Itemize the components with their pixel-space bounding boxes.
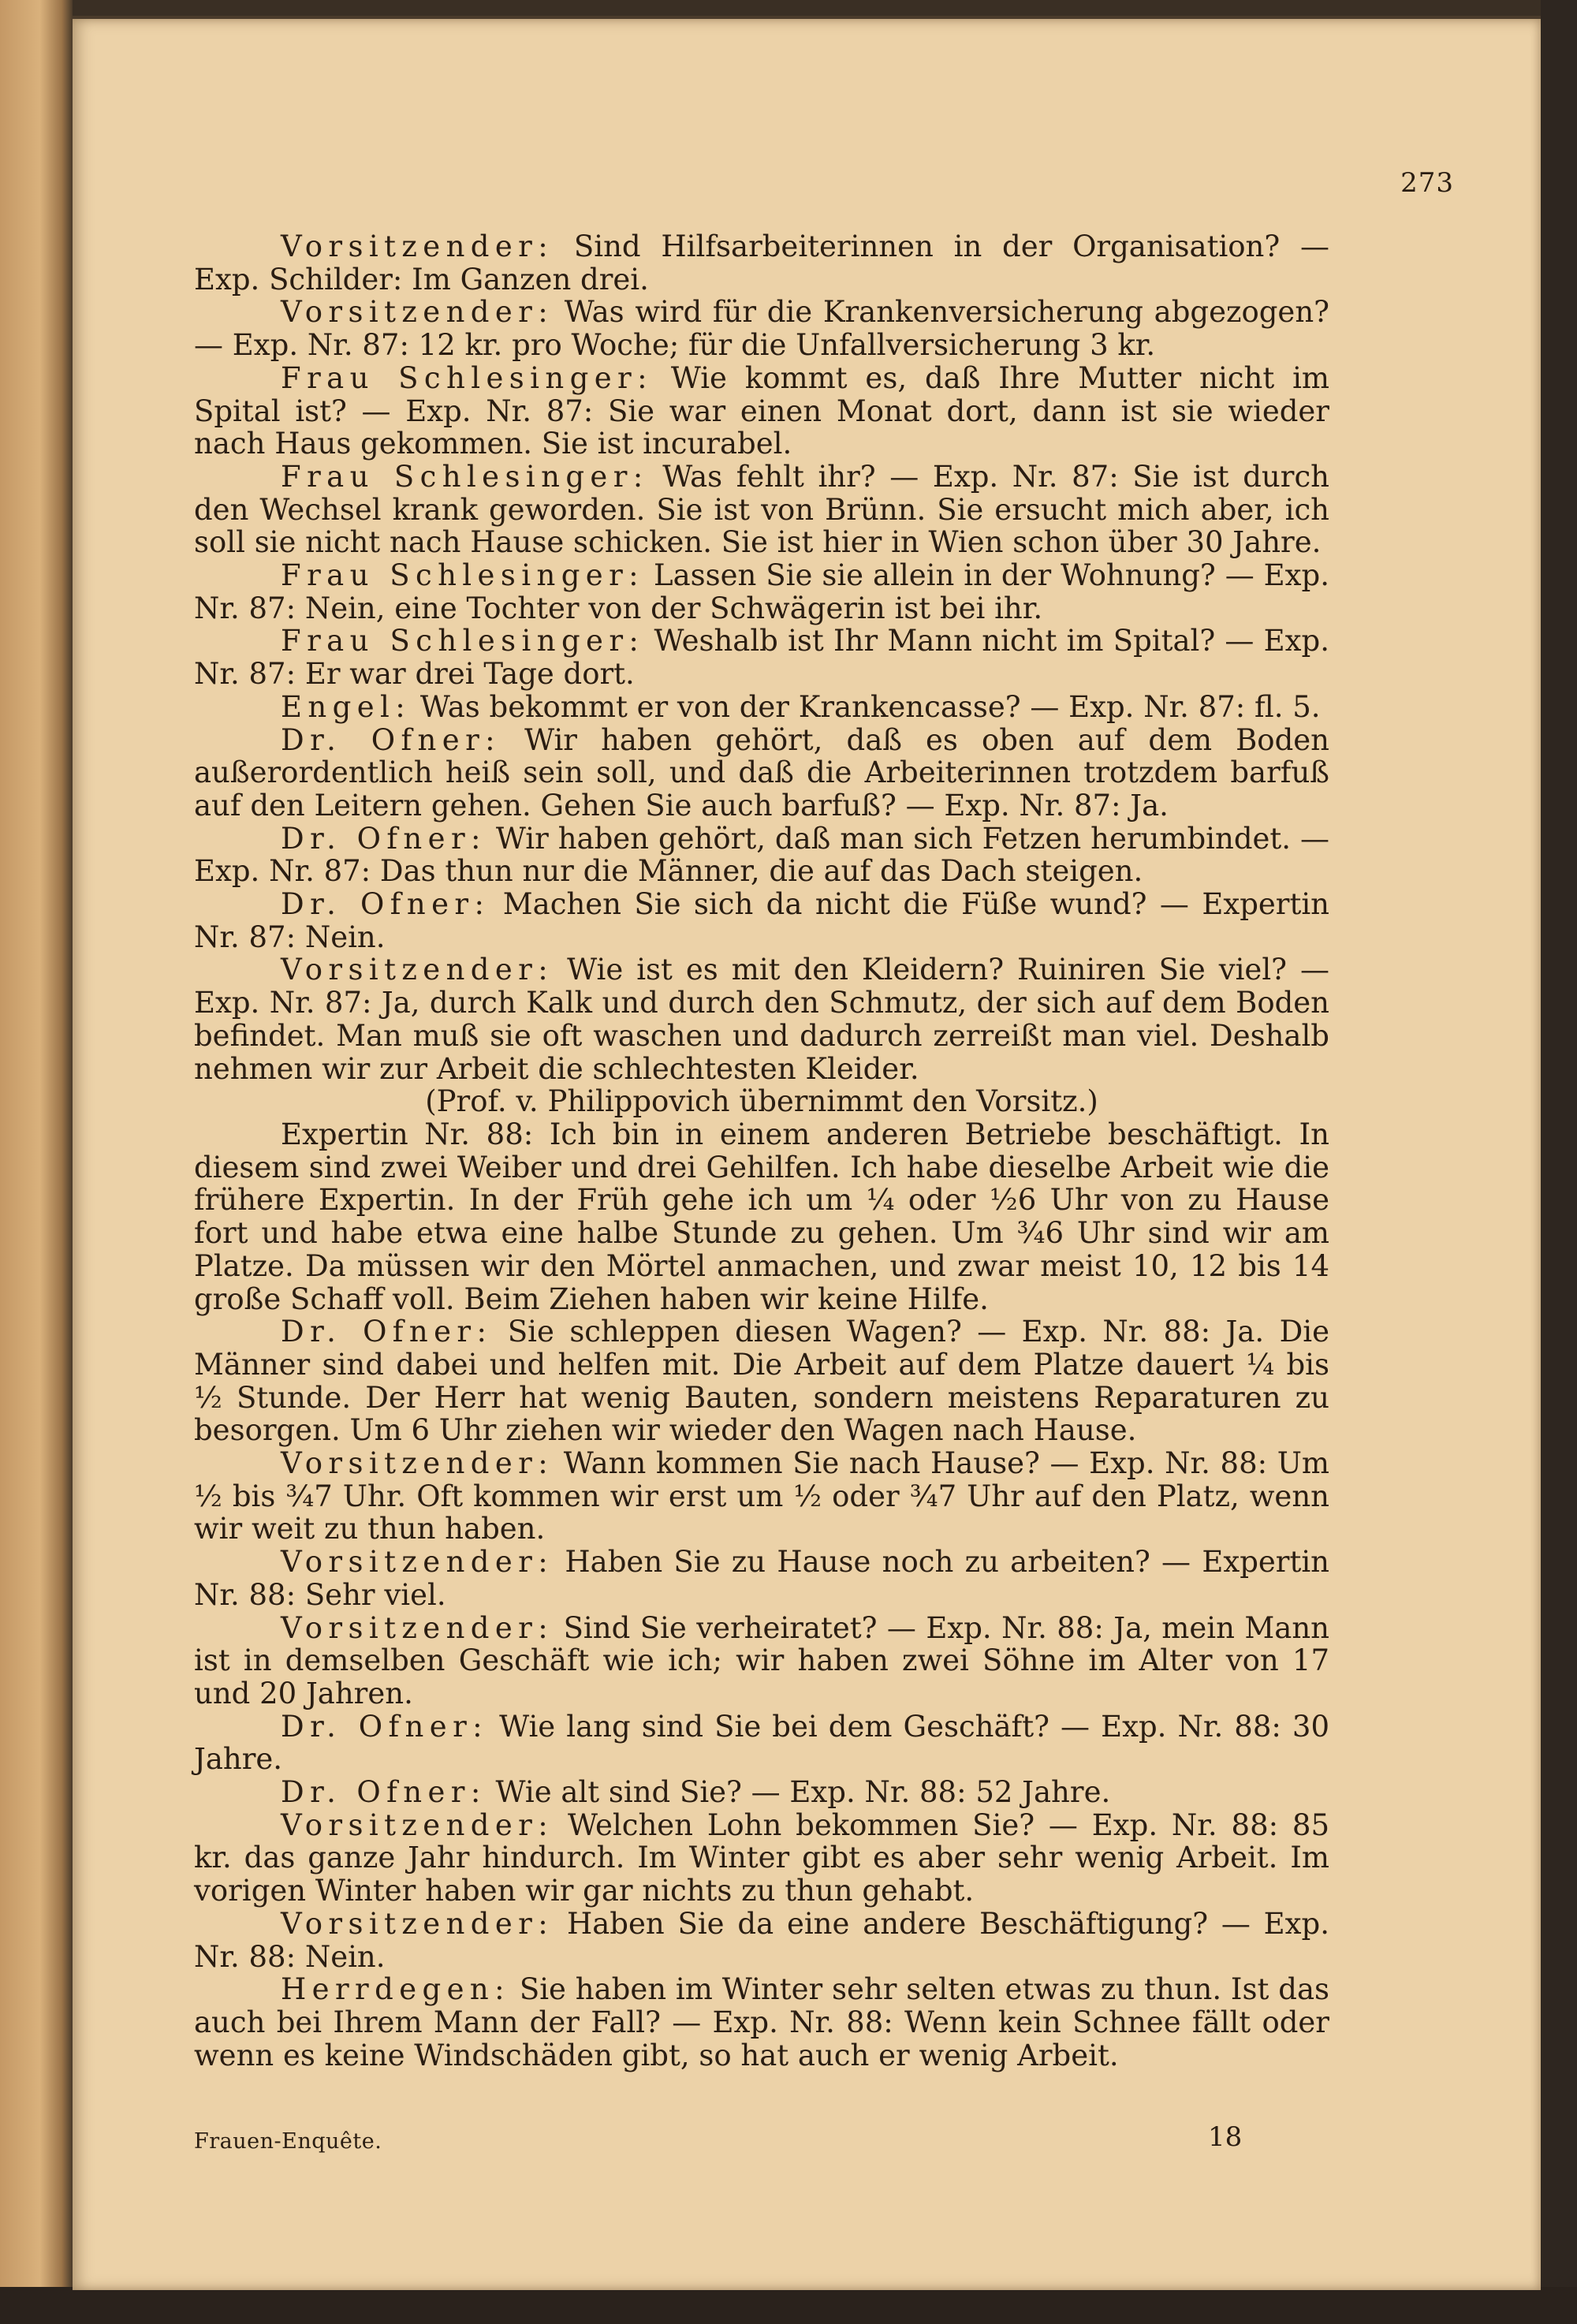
paragraph bbox=[194, 1973, 1329, 2072]
paragraph-text: Expertin Nr. 88: Ich bin in einem anderen Betriebe beschäftigt. In diesem sind zwei Weiber und drei Gehilfen. Ich habe dieselbe Arbeit wie die frühere Expertin. In der Früh gehe ich um ¼ oder ½6 Uhr von zu Hause fort und habe etwa eine halbe Stunde zu gehen. Um ¾6 Uhr sind wir am Platze. Da müssen wir den Mörtel anmachen, und zwar meist 10, 12 bis 14 große Schaff voll. Beim Ziehen haben wir keine Hilfe. bbox=[194, 1117, 1329, 1316]
paragraph bbox=[194, 461, 1329, 559]
speaker-name: Frau Schlesinger: bbox=[281, 558, 645, 593]
footer-sheet-number: 18 bbox=[1208, 2121, 1243, 2153]
paragraph-text: Wie ist es mit den Kleidern? Ruiniren Sie viel? — Exp. Nr. 87: Ja, durch Kalk und durch den Schmutz, der sich auf dem Boden befindet. Man muß sie oft waschen und dadurch zerreißt man viel. Deshalb nehmen wir zur Arbeit die schlechtesten Kleider. bbox=[194, 953, 1329, 1086]
background-right bbox=[1541, 0, 1577, 2324]
speaker-name: Engel: bbox=[281, 689, 412, 724]
speaker-name: Dr. Ofner: bbox=[281, 722, 501, 757]
speaker-name: Dr. Ofner: bbox=[281, 1709, 489, 1744]
speaker-name: Dr. Ofner: bbox=[281, 1775, 487, 1810]
paragraph-text: Sind Sie verheiratet? — Exp. Nr. 88: Ja, mein Mann ist in demselben Geschäft wie ich; wir haben zwei Söhne im Alter von 17 und 20 Jahren. bbox=[194, 1610, 1329, 1710]
paragraph-text: Lassen Sie sie allein in der Wohnung? — Exp. Nr. 87: Nein, eine Tochter von der Schwägerin ist bei ihr. bbox=[194, 558, 1329, 625]
paragraph-text: Wir haben gehört, daß es oben auf dem Boden außerordentlich heiß sein soll, und daß die Arbeiterinnen trotzdem barfuß auf den Leitern gehen. Gehen Sie auch barfuß? — Exp. Nr. 87: Ja. bbox=[194, 722, 1329, 823]
speaker-name: Vorsitzender: bbox=[281, 1545, 554, 1580]
paragraph bbox=[194, 1315, 1329, 1447]
speaker-name: Vorsitzender: bbox=[281, 1610, 554, 1645]
paragraph-text: Haben Sie zu Hause noch zu arbeiten? — Expertin Nr. 88: Sehr viel. bbox=[194, 1545, 1329, 1612]
paragraph bbox=[194, 296, 1329, 361]
speaker-name: Frau Schlesinger: bbox=[281, 459, 649, 494]
background-bottom bbox=[0, 2287, 1577, 2324]
speaker-name: Frau Schlesinger: bbox=[281, 360, 653, 395]
paragraph bbox=[194, 1776, 1329, 1809]
paragraph bbox=[194, 1546, 1329, 1611]
paragraph-text: Wie kommt es, daß Ihre Mutter nicht im Spital ist? — Exp. Nr. 87: Sie war einen Monat dort, dann ist sie wieder nach Haus gekommen. Sie ist incurabel. bbox=[194, 360, 1330, 461]
paragraph-text: Haben Sie da eine andere Beschäftigung? — Exp. Nr. 88: Nein. bbox=[194, 1906, 1329, 1974]
speaker-name: Vorsitzender: bbox=[281, 295, 554, 330]
paragraph-text: Welchen Lohn bekommen Sie? — Exp. Nr. 88: 85 kr. das ganze Jahr hindurch. Im Winter gibt es aber sehr wenig Arbeit. Im vorigen Winter haben wir gar nichts zu thun gehabt. bbox=[194, 1807, 1329, 1908]
paragraph-text: Was wird für die Krankenversicherung abgezogen? — Exp. Nr. 87: 12 kr. pro Woche; für die Unfallversicherung 3 kr. bbox=[194, 295, 1329, 363]
paragraph-text: Wir haben gehört, daß man sich Fetzen herumbindet. — Exp. Nr. 87: Das thun nur die Männer, die auf das Dach steigen. bbox=[194, 821, 1329, 889]
paragraph bbox=[194, 362, 1329, 461]
paragraph bbox=[194, 691, 1329, 724]
paragraph bbox=[194, 823, 1329, 888]
speaker-name: Herrdegen: bbox=[281, 1972, 510, 2007]
speaker-name: Vorsitzender: bbox=[281, 1446, 554, 1481]
paragraph bbox=[194, 953, 1329, 1085]
paragraph bbox=[194, 625, 1329, 690]
paragraph bbox=[194, 888, 1329, 953]
paragraph-text: Was fehlt ihr? — Exp. Nr. 87: Sie ist durch den Wechsel krank geworden. Sie ist von Brünn. Sie ersucht mich aber, ich soll sie nicht nach Hause schicken. Sie ist hier in Wien schon über 30 Jahre. bbox=[194, 459, 1329, 560]
book-page bbox=[73, 16, 1541, 2290]
paragraph-text: Sie haben im Winter sehr selten etwas zu thun. Ist das auch bei Ihrem Mann der Fall? — Exp. Nr. 88: Wenn kein Schnee fällt oder wenn es keine Windschäden gibt, so hat auch er wenig Arbeit. bbox=[194, 1972, 1329, 2072]
speaker-name: Dr. Ofner: bbox=[281, 821, 487, 856]
paragraph bbox=[194, 1612, 1329, 1710]
paragraph-text: Sind Hilfsarbeiterinnen in der Organisation? — Exp. Schilder: Im Ganzen drei. bbox=[194, 229, 1329, 297]
paragraph-text: Wann kommen Sie nach Hause? — Exp. Nr. 88: Um ½ bis ¾7 Uhr. Oft kommen wir erst um ½ oder ¾7 Uhr auf den Platz, wenn wir weit zu thun haben. bbox=[194, 1446, 1329, 1546]
speaker-name: Vorsitzender: bbox=[281, 229, 554, 263]
speaker-name: Frau Schlesinger: bbox=[281, 624, 645, 658]
paragraph bbox=[194, 230, 1329, 296]
footer-signature: Frauen-Enquête. bbox=[194, 2129, 382, 2154]
paragraph-text: (Prof. v. Philippovich übernimmt den Vorsitz.) bbox=[425, 1084, 1098, 1119]
paragraph-text: Was bekommt er von der Krankencasse? — Exp. Nr. 87: fl. 5. bbox=[411, 689, 1321, 724]
speaker-name: Vorsitzender: bbox=[281, 1906, 554, 1941]
body-text bbox=[194, 230, 1329, 2072]
paragraph-text: Wie lang sind Sie bei dem Geschäft? — Exp. Nr. 88: 30 Jahre. bbox=[194, 1709, 1330, 1777]
paragraph bbox=[194, 1447, 1329, 1546]
left-page-edge bbox=[0, 0, 73, 2324]
paragraph bbox=[194, 559, 1329, 625]
speaker-name: Vorsitzender: bbox=[281, 1807, 554, 1842]
speaker-name: Dr. Ofner: bbox=[281, 1315, 493, 1349]
paragraph-text: Wie alt sind Sie? — Exp. Nr. 88: 52 Jahre. bbox=[486, 1775, 1111, 1810]
paragraph bbox=[194, 1118, 1329, 1315]
page-number: 273 bbox=[1400, 167, 1454, 199]
paragraph-text: Weshalb ist Ihr Mann nicht im Spital? — Exp. Nr. 87: Er war drei Tage dort. bbox=[194, 624, 1329, 692]
speaker-name: Vorsitzender: bbox=[281, 953, 554, 987]
paragraph bbox=[194, 1908, 1329, 1973]
speaker-name: Dr. Ofner: bbox=[281, 887, 490, 922]
paragraph bbox=[194, 1809, 1329, 1908]
paragraph bbox=[194, 1710, 1329, 1776]
paragraph bbox=[194, 724, 1329, 823]
paragraph-text: Sie schleppen diesen Wagen? — Exp. Nr. 88: Ja. Die Männer sind dabei und helfen mit. Die Arbeit auf dem Platze dauert ¼ bis ½ Stunde. Der Herr hat wenig Bauten, sondern meistens Reparaturen zu besorgen. Um 6 Uhr ziehen wir wieder den Wagen nach Hause. bbox=[194, 1315, 1330, 1448]
paragraph-text: Machen Sie sich da nicht die Füße wund? — Expertin Nr. 87: Nein. bbox=[194, 887, 1330, 954]
stage-note bbox=[194, 1085, 1329, 1118]
